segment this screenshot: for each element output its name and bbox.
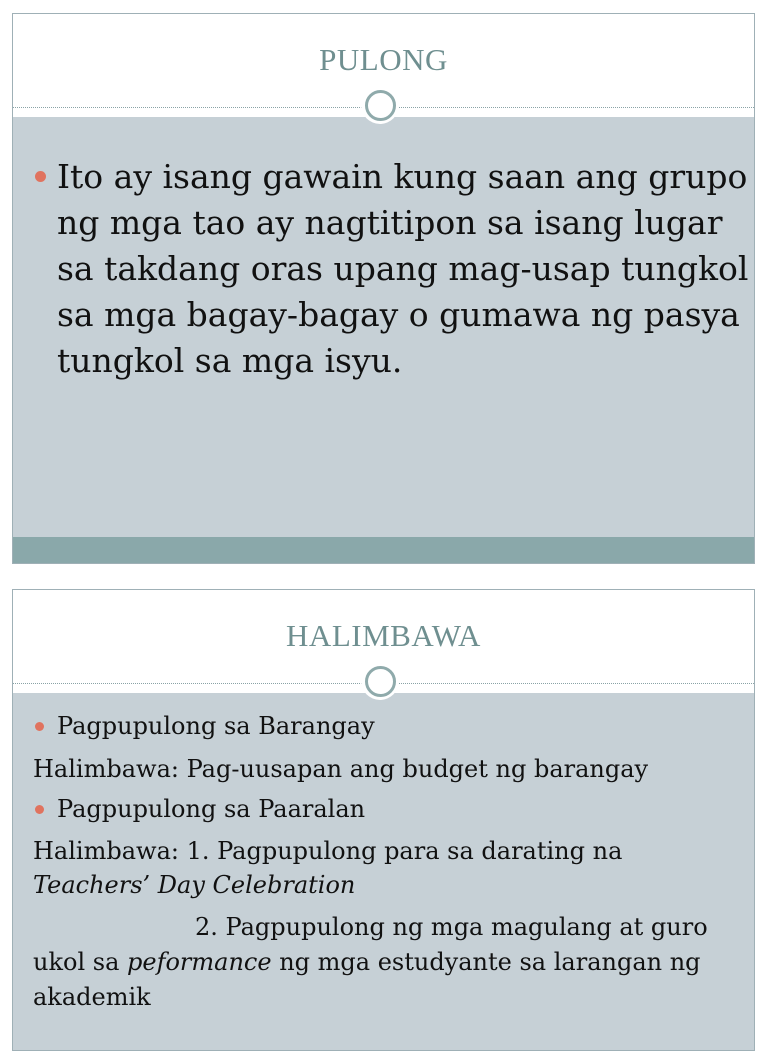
ring-ornament-icon (361, 86, 399, 124)
bullet-dot-icon (35, 722, 44, 731)
example-line: akademik (33, 983, 151, 1011)
list-item (33, 792, 365, 826)
footer-bar (13, 537, 754, 563)
slide-title: HALIMBAWA (286, 618, 481, 653)
italic-text: Teachers’ Day Celebration (33, 871, 356, 899)
example-line (33, 868, 355, 902)
slide-1 (12, 13, 755, 564)
example-line (33, 945, 701, 979)
italic-text: peformance (127, 948, 272, 976)
example-line: Halimbawa: Pag-uusapan ang budget ng barangay (33, 755, 649, 783)
list-item-text: Pagpupulong sa Paaralan (57, 795, 366, 823)
definition-text: Ito ay isang gawain kung saan ang grupo ng mga tao ay nagtitipon sa isang lugar sa takdang oras upang mag-usap tungkol sa mga bagay-bagay o gumawa ng pasya tungkol sa mga isyu. (57, 157, 749, 380)
list-item-text: Pagpupulong sa Barangay (57, 712, 375, 740)
bullet-dot-icon (35, 805, 44, 814)
definition-bullet (35, 154, 755, 384)
example-line: 2. Pagpupulong ng mga magulang at guro (195, 913, 708, 941)
bullet-dot-icon (35, 171, 46, 182)
example-line: Halimbawa: 1. Pagpupulong para sa darating na (33, 837, 623, 865)
ring-ornament-icon (361, 662, 399, 700)
slide-2 (12, 589, 755, 1051)
list-item (33, 709, 375, 743)
text-segment: ukol sa (33, 948, 128, 976)
text-segment: ng mga estudyante sa larangan ng (271, 948, 701, 976)
slide-title: PULONG (319, 42, 448, 77)
